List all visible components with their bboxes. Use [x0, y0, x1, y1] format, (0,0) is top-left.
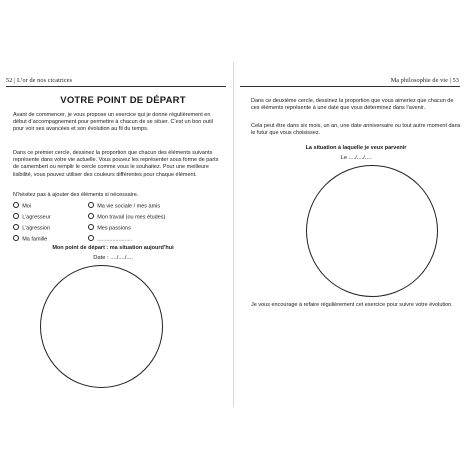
left-circle-caption: Mon point de départ : ma situation aujourd’hui	[52, 245, 174, 251]
current-situation-circle[interactable]	[40, 265, 163, 388]
option-item[interactable]	[13, 213, 51, 222]
option-label: Mes passions	[97, 225, 131, 232]
option-item[interactable]	[13, 202, 31, 211]
right-paragraph-2: Cela peut être dans six mois, un an, une date anniversaire ou tout autre moment dans le futur que vous choisissez.	[251, 123, 461, 137]
option-label: L’agresseur	[22, 214, 51, 221]
page-gutter	[233, 62, 234, 407]
right-running-head: Ma philosophie de vie | 53	[390, 77, 459, 84]
intro-paragraph: Avant de commencer, je vous propose un exercice qui je donne régulièrement en début d’accompagnement pour permettre à chacun de se situer. C’est un bon outil pour voir ses avancées et son évolution au fil du temps.	[13, 112, 213, 133]
radio-circle-icon	[88, 224, 94, 230]
radio-circle-icon	[13, 224, 19, 230]
option-item[interactable]	[88, 235, 132, 244]
right-header-rule	[240, 86, 460, 87]
option-label: L’agression	[22, 225, 51, 232]
hint-paragraph: N’hésitez pas à ajouter des éléments si nécessaire.	[13, 192, 139, 198]
right-circle-caption: La situation à laquelle je veux parvenir	[305, 145, 407, 151]
radio-circle-icon	[13, 235, 19, 241]
right-paragraph-1	[251, 98, 461, 112]
left-running-head: 52 | L’or de nos cicatrices	[6, 77, 73, 84]
future-situation-circle[interactable]	[306, 165, 438, 297]
right-date-line: Le ..../..../....	[340, 155, 372, 161]
section-title: VOTRE POINT DE DÉPART	[60, 95, 186, 106]
radio-circle-icon	[13, 202, 19, 208]
option-item[interactable]	[13, 235, 47, 244]
option-label: Ma famille	[22, 236, 48, 243]
option-label: Mon travail (ou mes études)	[97, 214, 166, 221]
closing-paragraph: Je vous encourage à refaire régulièrement cet exercice pour suivre votre évolution.	[251, 302, 453, 308]
right-paragraph-1-text: Dans ce deuxième cercle, dessinez la proportion que vous aimeriez que chacun de ces éléments représente à une date que vous déterminez dans l’avenir.	[251, 98, 454, 112]
option-label: Moi	[22, 203, 32, 210]
option-item[interactable]	[88, 202, 160, 211]
option-label: Ma vie sociale / mes amis	[97, 203, 161, 210]
left-header-rule	[6, 86, 226, 87]
radio-circle-icon	[13, 213, 19, 219]
radio-circle-icon	[88, 202, 94, 208]
option-item[interactable]	[88, 224, 131, 233]
option-item[interactable]	[88, 213, 165, 222]
radio-circle-icon	[88, 213, 94, 219]
option-label: .......................	[97, 236, 133, 243]
radio-circle-icon	[88, 235, 94, 241]
instructions-paragraph: Dans ce premier cercle, dessinez la proportion que chacun des éléments suivants représente dans votre vie actuelle. Vous pouvez les représenter sous forme de parts de camembert ou remplir le cercle comme vous le souhaitez. Pour une meilleure lisibilité, vous pouvez utiliser des couleurs différentes pour chaque élément.	[13, 150, 219, 178]
option-item[interactable]	[13, 224, 50, 233]
left-date-line: Date : ..../..../....	[93, 255, 133, 261]
